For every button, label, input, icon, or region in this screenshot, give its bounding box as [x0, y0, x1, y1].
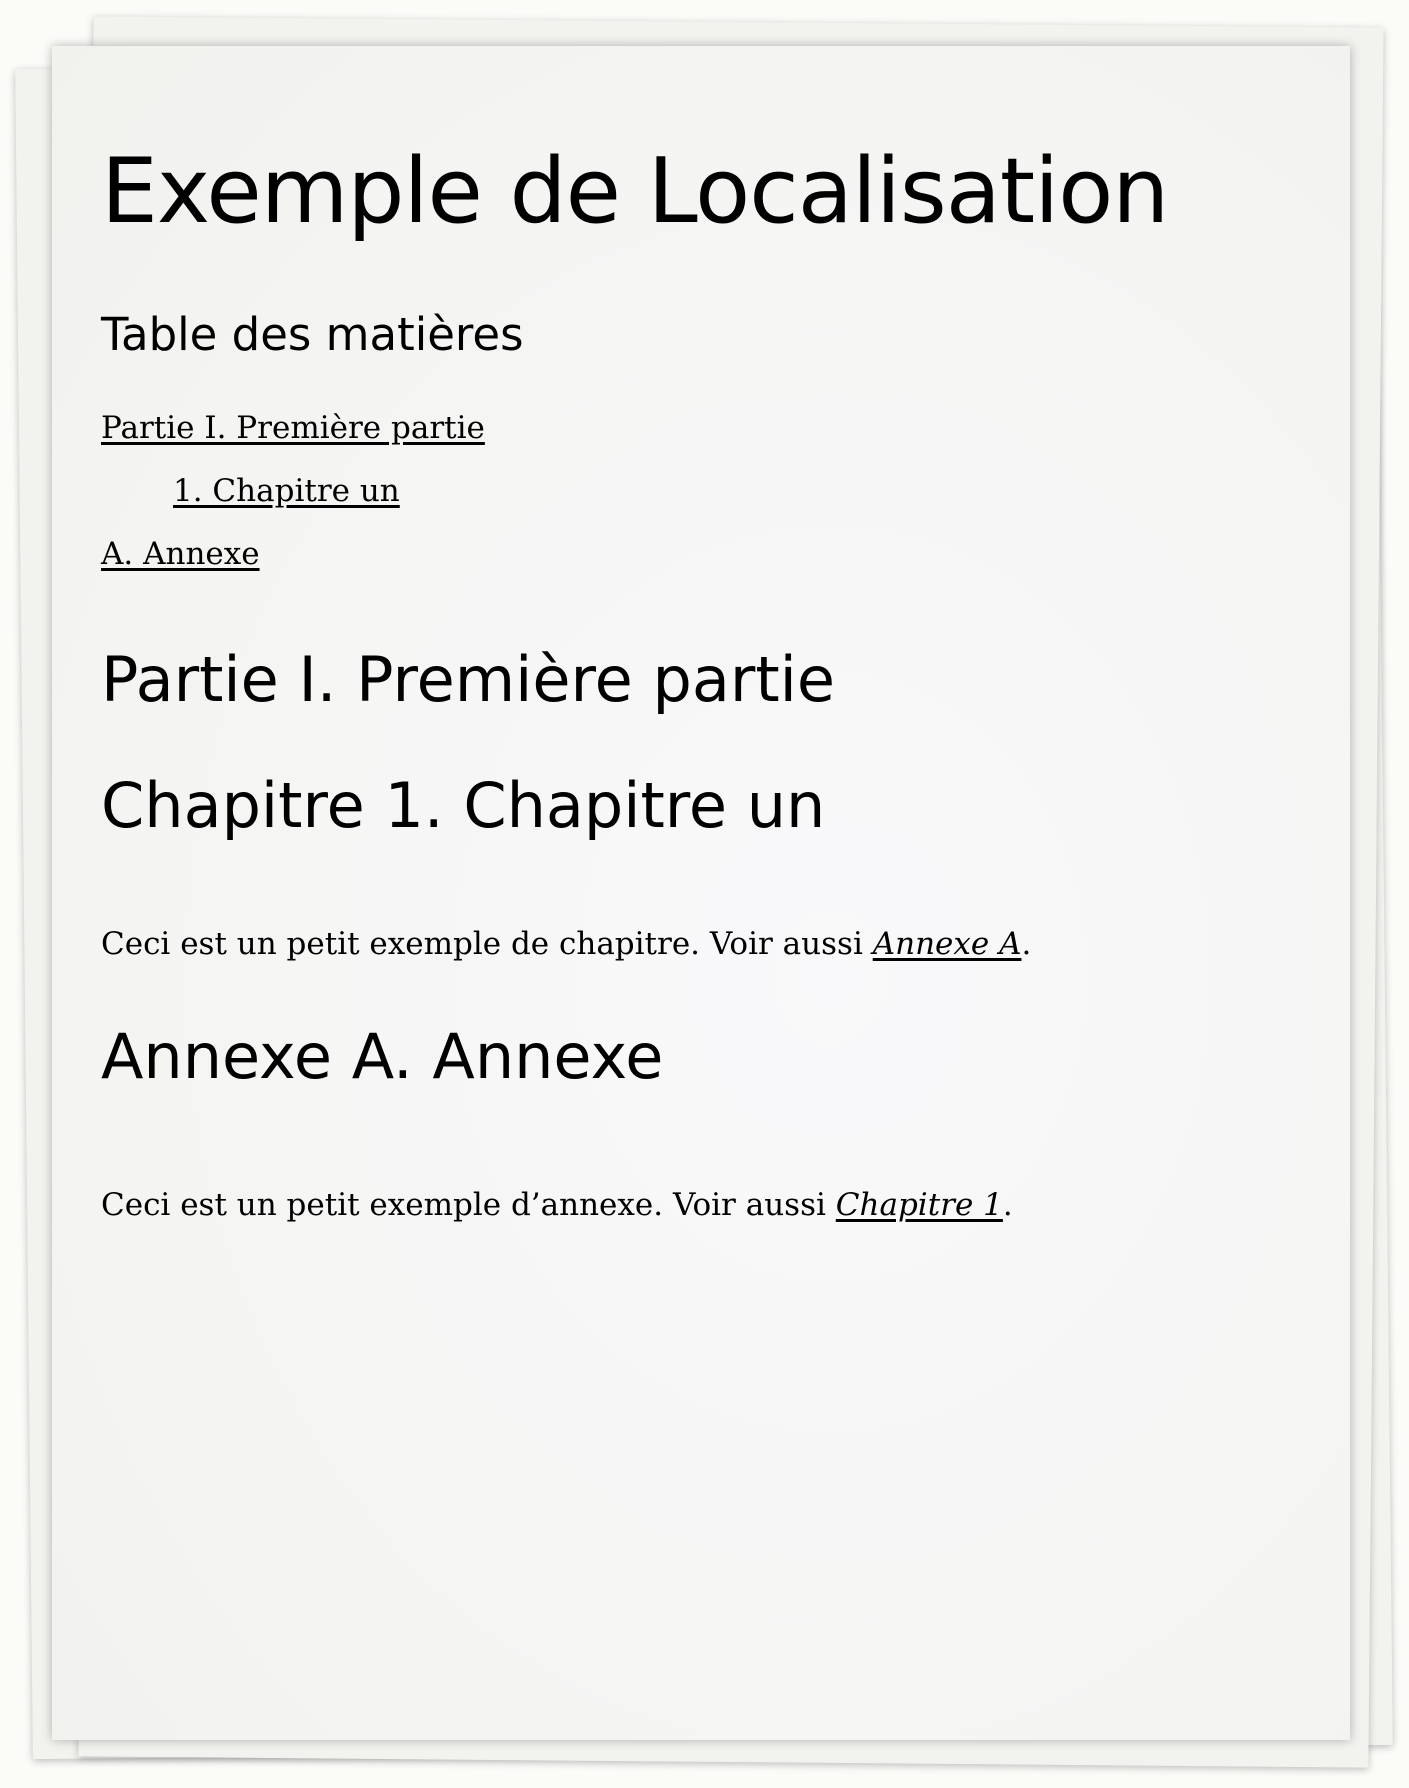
appendix-heading: Annexe A. Annexe [101, 1020, 664, 1093]
chapter-paragraph-text: Ceci est un petit exemple de chapitre. Voir aussi [101, 926, 873, 962]
appendix-paragraph [101, 1187, 1013, 1224]
toc-heading: Table des matières [101, 308, 524, 361]
chapter-paragraph [101, 926, 1031, 963]
xref-annexe-a-link[interactable]: Annexe A [872, 926, 1022, 962]
chapter-paragraph-end: . [1021, 926, 1032, 962]
appendix-paragraph-text: Ceci est un petit exemple d’annexe. Voir aussi [101, 1187, 836, 1223]
xref-chapitre-1-link[interactable]: Chapitre 1 [835, 1187, 1003, 1223]
part-heading: Partie I. Première partie [101, 643, 836, 716]
toc-link-part-1[interactable]: Partie I. Première partie [101, 410, 485, 446]
document-page [52, 46, 1350, 1740]
chapter-heading: Chapitre 1. Chapitre un [101, 769, 826, 842]
toc-link-appendix-a[interactable]: A. Annexe [101, 536, 260, 572]
toc-link-chapter-1[interactable]: 1. Chapitre un [173, 473, 400, 509]
document-title: Exemple de Localisation [101, 139, 1169, 244]
appendix-paragraph-end: . [1002, 1187, 1013, 1223]
